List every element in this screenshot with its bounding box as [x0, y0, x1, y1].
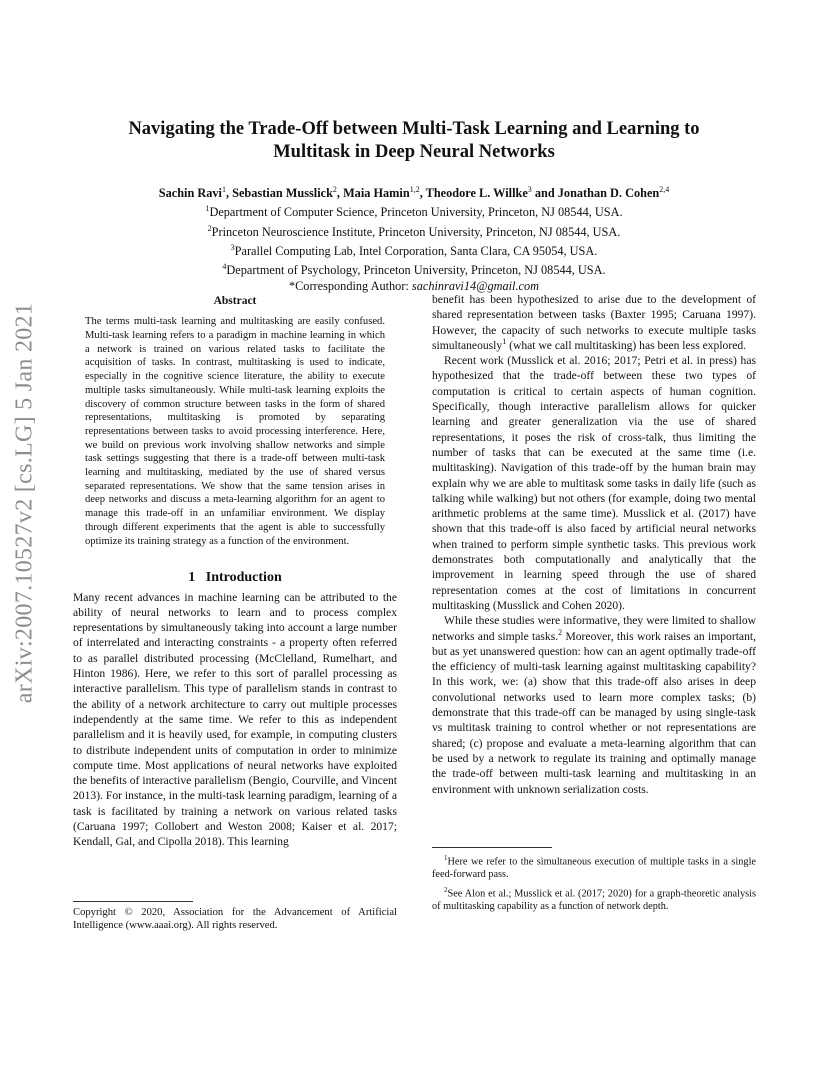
affiliation: $^4$Department of Psychology, Princeton University, Princeton, NJ 08544, USA. [222, 262, 606, 278]
abstract-heading: Abstract [213, 295, 257, 307]
footnote-divider [432, 847, 552, 848]
section-heading-introduction: 1 Introduction [188, 570, 282, 586]
abstract-text: The terms multi-task learning and multitasking are easily confused. Multi-task learning refers to a paradigm in machine learning in which a network is trained on various related tasks to facilitate the acquisition of tasks. In contrast, multitasking is used to indicate, especially in the cognitive science literature, the ability to execute multiple tasks simultaneously. While multi-task learning exploits the discovery of common structure between tasks in the form of shared representations, multitasking is promoted by separating representations between tasks to avoid processing interference. Here, we build on previous work involving shallow networks and simple task settings suggesting that there is a trade-off between multi-task learning and multitasking, mediated by the use of shared versus separated representations. We show that the same tension arises in deep networks and discuss a meta-learning algorithm for an agent to manage this trade-off in an unfamiliar environment. We display through different experiments that the agent is able to successfully optimize its training strategy as a function of the environment. [85, 316, 385, 547]
affiliation: $^3$Parallel Computing Lab, Intel Corporation, Santa Clara, CA 95054, USA. [230, 242, 598, 258]
right-column [432, 292, 756, 797]
affiliation: $^2$Princeton Neuroscience Institute, Princeton University, Princeton, NJ 08544, USA. [207, 223, 621, 239]
author-name: Maia Hamin [343, 186, 410, 201]
affiliation: $^1$Department of Computer Science, Princeton University, Princeton, NJ 08544, USA. [205, 204, 623, 220]
corresponding-author: *Corresponding Author: sachinravi14@gmail.com [288, 279, 540, 294]
author-aff: 3 [527, 185, 532, 194]
author-block [60, 182, 768, 295]
left-column [73, 292, 397, 850]
footnote: $^1$Here we refer to the simultaneous execution of multiple tasks in a single feed-forward pass. [432, 854, 756, 881]
author-name: Theodore L. Willke [425, 186, 528, 201]
corresponding-email[interactable]: sachinravi14@gmail.com [411, 279, 540, 294]
footnote-marker[interactable]: 2 [558, 627, 563, 637]
author-name: Jonathan D. Cohen [557, 186, 660, 201]
intro-paragraph: Many recent advances in machine learning can be attributed to the ability of neural networks to learn and to process complex representations by simultaneously taking into account a large number of interrelated and interacting constraints - a property often referred to as parallel distributed processing (McClelland, Rumelhart, and Hinton 1986). Here, we refer to this sort of parallel processing as interactive parallelism. This type of parallelism stands in contrast to the ability of a network architecture to carry out multiple processes independently at the same time. We refer to this as independent parallelism and it is heavily used, for example, in computing clusters to distribute independent units of computation in order to minimize compute time. Most applications of neural networks have exploited the benefits of interactive parallelism (Bengio, Courville, and Vincent 2013). For instance, in the multi-task learning paradigm, learning of a task is facilitated by training a network on various related tasks (Caruana 1997; Collobert and Weston 2008; Kaiser et al. 2017; Kendall, Gal, and Cipolla 2018). This learning [73, 590, 397, 849]
author-aff: 1 [221, 185, 226, 194]
paper-title: Navigating the Trade-Off between Multi-Task Learning and Learning to Multitask in Deep Neural Networks [128, 119, 700, 162]
copyright-divider [73, 901, 193, 902]
author-aff: 1,2 [409, 185, 420, 194]
footnote-marker[interactable]: 1 [502, 337, 507, 347]
author-name: Sachin Ravi [158, 186, 222, 201]
body-paragraph: Recent work (Musslick et al. 2016; 2017; Petri et al. in press) has hypothesized that the trade-off between these two types of computation is critical to certain aspects of human cognition. Specifically, though interactive parallelism allows for quicker learning and greater generalization via the use of shared representations, it poses the risk of cross-talk, thus limiting the number of tasks that can be executed at the same time (i.e. multitasking). Navigation of this trade-off by the human brain may explain why we are able to multitask some tasks in daily life (such as talking while walking) but not others (for example, doing two mental arithmetic problems at the same time). Musslick et al. (2017) have shown that this trade-off is also faced by artificial neural networks when trained to perform simple synthetic tasks. This previous work demonstrates both computationally and analytically that the improvement in learning speed through the use of shared representation comes at the cost of limitations in concurrent multitasking (Musslick and Cohen 2020). [432, 354, 756, 612]
footnotes [432, 852, 756, 916]
author-names: Sachin Ravi$^1$, Sebastian Musslick$^2$, Maia Hamin$^{1,2}$, Theodore L. Willke$^3$ and Jonathan D. Cohen$^{2,4}$ [158, 185, 670, 201]
author-aff: 2,4 [659, 185, 670, 194]
author-name: Sebastian Musslick [232, 186, 333, 201]
footnote: $^2$See Alon et al.; Musslick et al. (2017; 2020) for a graph-theoretic analysis of multitasking capability as a function of network depth. [432, 886, 756, 913]
body-paragraph: While these studies were informative, they were limited to shallow networks and simple tasks.$^2$ Moreover, this work raises an important, but as yet unanswered question: how can an agent optimally trade-off the efficiency of multi-task learning against multitasking capability? In this work, we: (a) show that this trade-off also arises in deep convolutional networks used to learn more complex tasks; (b) demonstrate that this trade-off can be managed by using single-task vs multitask training to control whether or not representations are shared; (c) propose and evaluate a meta-learning algorithm that can be used by a network to regulate its training and optimally manage the trade-off between multi-task learning and multitasking in an environment with unknown serialization costs. [432, 614, 756, 796]
arxiv-stamp [8, 268, 42, 738]
copyright-notice: Copyright © 2020, Association for the Advancement of Artificial Intelligence (www.aaai.org). All rights reserved. [73, 907, 397, 932]
author-aff: 2 [332, 185, 337, 194]
arxiv-stamp-text: arXiv:2007.10527v2 [cs.LG] 5 Jan 2021 [11, 302, 38, 704]
body-paragraph: benefit has been hypothesized to arise due to the development of shared representation between tasks (Baxter 1995; Caruana 1997). However, the capacity of such networks to execute multiple tasks simultaneously$^1$ (what we call multitasking) has been less explored. [432, 293, 756, 352]
